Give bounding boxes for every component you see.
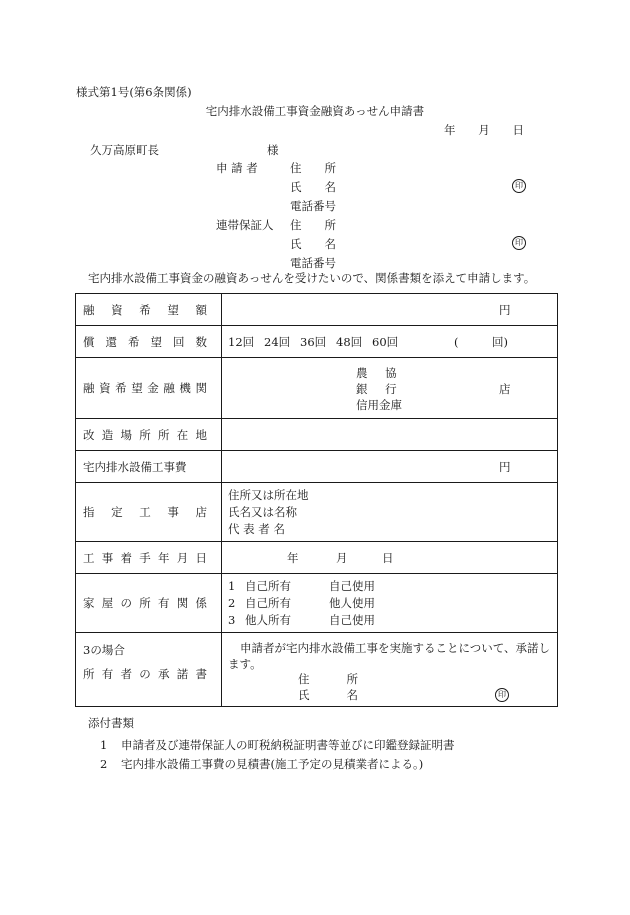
label-char: 改: [83, 427, 95, 442]
repayment-other-open: (: [454, 335, 459, 349]
repayment-option-48[interactable]: 48回: [336, 335, 363, 349]
institution-label: [76, 358, 222, 419]
label-char: 回: [173, 334, 185, 349]
applicant-address-label: [290, 163, 336, 175]
label-char: 指: [83, 505, 95, 519]
attachment-number: 1: [100, 738, 108, 752]
label-char: 所: [324, 161, 336, 175]
applicant-name-label: [290, 182, 336, 194]
label-char: 年: [158, 550, 170, 565]
label-char: 名: [324, 180, 336, 194]
guarantor-address-label: [290, 220, 336, 232]
label-char: 場: [120, 427, 132, 442]
document-title: 宅内排水設備工事資金融資あっせん申請書: [205, 104, 425, 118]
label-char: 手: [139, 550, 151, 565]
row-institution: [76, 358, 558, 419]
contractor-address-label: 住所又は所在地: [228, 488, 309, 502]
ownership-option-user[interactable]: 他人使用: [329, 596, 375, 610]
cost-label-text: 宅内排水設備工事費: [83, 459, 187, 474]
loan-amount-label: [76, 294, 222, 326]
institution-type-shinkin: 信用金庫: [356, 398, 402, 412]
label-char: 所: [139, 596, 151, 610]
label-char: 資: [99, 381, 111, 395]
attachment-item: [100, 759, 423, 771]
label-char: 所: [346, 672, 358, 686]
label-char: 望: [167, 302, 179, 317]
label-char: 数: [195, 334, 207, 349]
label-char: 有: [158, 596, 170, 610]
label-char: 希: [139, 302, 151, 317]
loan-amount-field[interactable]: [222, 294, 558, 326]
consent-seal-mark: 印: [495, 688, 509, 702]
label-char: 住: [298, 672, 310, 686]
ownership-option-user[interactable]: 自己使用: [329, 613, 375, 627]
label-char: 名: [346, 688, 358, 702]
label-char: 名: [324, 237, 336, 251]
attachments-heading: 添付書類: [88, 716, 134, 730]
repayment-other-close: 回): [492, 335, 508, 349]
ownership-option-owner[interactable]: 自己所有: [245, 596, 291, 610]
label-char: 工: [139, 505, 151, 519]
ownership-option-no: 1: [228, 579, 236, 593]
guarantor-name-label: [290, 239, 336, 251]
label-char: 事: [101, 550, 114, 565]
consent-text-line2: ます。: [228, 657, 262, 671]
consent-label-condition: 3の場合: [83, 643, 125, 657]
row-location: [76, 419, 558, 451]
label-char: 融: [163, 381, 175, 395]
label-char: 事: [167, 505, 179, 519]
location-field[interactable]: [222, 419, 558, 451]
label-char: 店: [195, 505, 207, 519]
row-repayment: [76, 326, 558, 358]
cost-unit: 円: [499, 460, 511, 474]
attachment-number: 2: [100, 757, 108, 771]
label-char: 機: [179, 381, 191, 395]
row-loan-amount: [76, 294, 558, 326]
row-ownership: [76, 574, 558, 633]
consent-text-line1: 申請者が宅内排水設備工事を実施することについて、承諾し: [240, 641, 551, 655]
label-char: 償: [83, 334, 95, 349]
label-char: 望: [131, 381, 143, 395]
label-char: 所: [83, 667, 95, 681]
ownership-option-no: 2: [228, 596, 236, 610]
contractor-field[interactable]: [222, 483, 558, 542]
loan-amount-unit: 円: [499, 303, 511, 317]
label-char: の: [120, 596, 132, 610]
label-char: 融: [83, 302, 95, 317]
ownership-option-user[interactable]: 自己使用: [329, 579, 375, 593]
repayment-option-36[interactable]: 36回: [300, 335, 327, 349]
consent-name-label: [298, 690, 358, 702]
label-char: 望: [150, 334, 162, 349]
label-char: 融: [83, 381, 95, 395]
label-char: 関: [176, 596, 189, 610]
application-statement: 宅内排水設備工事資金の融資あっせんを受けたいので、関係書類を添えて申請します。: [88, 271, 536, 285]
addressee: 久万高原町長: [90, 143, 159, 157]
label-char: 還: [105, 334, 117, 349]
label-char: 諾: [176, 667, 189, 681]
label-char: 住: [290, 161, 302, 175]
repayment-label: [76, 326, 222, 358]
label-char: 承: [158, 667, 170, 681]
label-char: 氏: [290, 180, 302, 194]
label-char: 者: [120, 667, 132, 681]
label-char: 関: [195, 381, 207, 395]
attachment-text: 宅内排水設備工事費の見積書(施工予定の見積業者による。): [120, 757, 424, 771]
consent-label: [76, 633, 222, 707]
contractor-label: [76, 483, 222, 542]
label-char: 所: [324, 218, 336, 232]
label-char: 工: [83, 550, 95, 565]
start-date-field[interactable]: [222, 542, 558, 574]
start-date-label: [76, 542, 222, 574]
label-char: 所: [158, 427, 170, 442]
application-date: [444, 125, 524, 137]
guarantor-label: 連帯保証人: [216, 218, 274, 232]
label-char: 所: [139, 427, 151, 442]
label-char: 屋: [101, 596, 114, 610]
applicant-phone-label: 電話番号: [290, 199, 336, 213]
date-month: 月: [478, 123, 490, 137]
cost-label: [76, 451, 222, 483]
cost-field[interactable]: [222, 451, 558, 483]
start-date-day: 日: [382, 551, 394, 565]
label-char: 希: [115, 381, 127, 395]
repayment-option-12[interactable]: 12回: [228, 335, 255, 349]
ownership-option-owner[interactable]: 他人所有: [245, 613, 291, 627]
applicant-label: 申 請 者: [216, 161, 258, 175]
label-char: 着: [120, 550, 132, 565]
guarantor-phone-label: 電話番号: [290, 256, 336, 270]
label-char: 資: [111, 302, 123, 317]
row-consent: [76, 633, 558, 707]
contractor-rep-label: 代 表 者 名: [228, 522, 285, 536]
label-char: 在: [176, 427, 189, 442]
label-char: 額: [195, 302, 207, 317]
repayment-option-60[interactable]: 60回: [372, 335, 399, 349]
form-number: 様式第1号(第6条関係): [76, 85, 192, 99]
location-label: [76, 419, 222, 451]
label-char: 日: [195, 550, 207, 565]
institution-branch-suffix: 店: [499, 382, 511, 396]
addressee-honorific: 様: [267, 143, 279, 157]
repayment-field[interactable]: [222, 326, 558, 358]
label-char: 有: [101, 667, 114, 681]
row-cost: [76, 451, 558, 483]
row-start-date: [76, 542, 558, 574]
attachment-text: 申請者及び連帯保証人の町税納税証明書等並びに印鑑登録証明書: [120, 738, 455, 752]
label-char: 月: [176, 550, 189, 565]
start-date-year: 年: [287, 551, 299, 565]
row-contractor: [76, 483, 558, 542]
institution-type-noukyou: 農 協: [356, 366, 397, 380]
label-char: 造: [101, 427, 114, 442]
label-char: 地: [195, 427, 207, 442]
institution-type-bank: 銀 行: [356, 382, 397, 396]
application-form-table: [75, 293, 558, 707]
label-char: 氏: [298, 688, 310, 702]
label-char: 氏: [290, 237, 302, 251]
label-char: 住: [290, 218, 302, 232]
ownership-option-owner[interactable]: 自己所有: [245, 579, 291, 593]
label-char: 家: [83, 596, 95, 610]
consent-field[interactable]: [222, 633, 558, 707]
label-char: 係: [195, 596, 207, 610]
guarantor-seal-mark: 印: [512, 236, 526, 250]
label-char: 希: [128, 334, 140, 349]
start-date-month: 月: [336, 551, 348, 565]
ownership-field[interactable]: [222, 574, 558, 633]
label-char: 書: [195, 667, 207, 681]
date-year: 年: [444, 123, 456, 137]
date-day: 日: [512, 123, 524, 137]
consent-address-label: [298, 674, 358, 686]
applicant-seal-mark: 印: [512, 179, 526, 193]
label-char: 金: [147, 381, 159, 395]
label-char: の: [139, 667, 151, 681]
repayment-option-24[interactable]: 24回: [264, 335, 291, 349]
contractor-name-label: 氏名又は名称: [228, 505, 297, 519]
institution-field[interactable]: [222, 358, 558, 419]
ownership-label: [76, 574, 222, 633]
label-char: 定: [111, 505, 123, 519]
ownership-option-no: 3: [228, 613, 236, 627]
attachment-item: [100, 740, 454, 752]
